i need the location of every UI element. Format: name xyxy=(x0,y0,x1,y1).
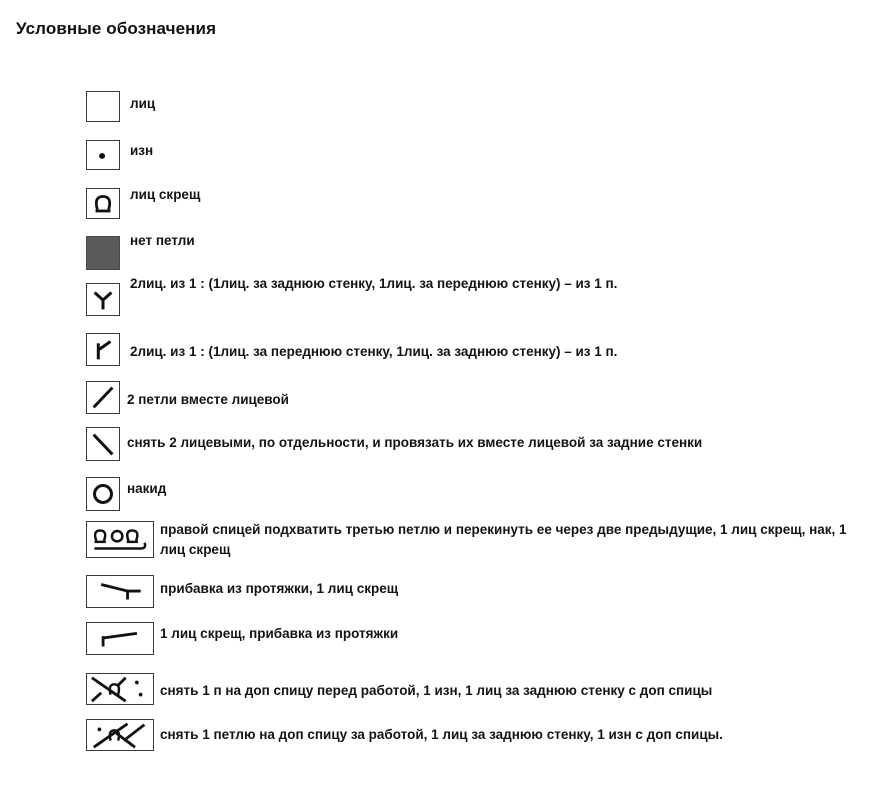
pass-over-three-icon xyxy=(86,521,154,558)
page-title: Условные обозначения xyxy=(16,19,217,38)
legend-label: 1 лиц скрещ, прибавка из протяжки xyxy=(160,626,399,641)
legend-label: лиц xyxy=(130,96,156,111)
legend-label: накид xyxy=(127,481,167,496)
cable-front-icon xyxy=(86,673,154,705)
legend-label: снять 2 лицевыми, по отдельности, и провязать их вместе лицевой за задние стенки xyxy=(127,435,703,450)
ssk-icon xyxy=(86,427,120,461)
k2tog-icon xyxy=(86,381,120,414)
yarn-over-icon xyxy=(86,477,120,511)
twisted-knit-icon xyxy=(86,188,120,219)
legend-label: изн xyxy=(130,143,154,158)
increase-front-back-icon xyxy=(86,333,120,366)
legend-label: лиц скрещ xyxy=(130,187,201,202)
purl-dot-icon xyxy=(86,140,120,170)
cable-back-icon xyxy=(86,719,154,751)
legend-label: снять 1 п на доп спицу перед работой, 1 изн, 1 лиц за заднюю стенку с доп спицы xyxy=(160,683,713,698)
legend-label: правой спицей подхватить третью петлю и перекинуть ее через две предыдущие, 1 лиц скрещ, нак, 1 лиц скрещ xyxy=(160,522,847,557)
increase-back-front-icon xyxy=(86,283,120,316)
legend-label: 2лиц. из 1 : (1лиц. за заднюю стенку, 1лиц. за переднюю стенку) – из 1 п. xyxy=(130,276,618,291)
legend-label: прибавка из протяжки, 1 лиц скрещ xyxy=(160,581,399,596)
legend-label: снять 1 петлю на доп спицу за работой, 1 лиц за заднюю стенку, 1 изн с доп спицы. xyxy=(160,727,723,742)
no-stitch-icon xyxy=(86,236,120,270)
lifted-increase-right-icon xyxy=(86,622,154,655)
legend-label: 2лиц. из 1 : (1лиц. за переднюю стенку, 1лиц. за заднюю стенку) – из 1 п. xyxy=(130,344,618,359)
legend-label: 2 петли вместе лицевой xyxy=(127,392,289,407)
knit-icon xyxy=(86,91,120,122)
legend-label: нет петли xyxy=(130,233,195,248)
lifted-increase-left-icon xyxy=(86,575,154,608)
